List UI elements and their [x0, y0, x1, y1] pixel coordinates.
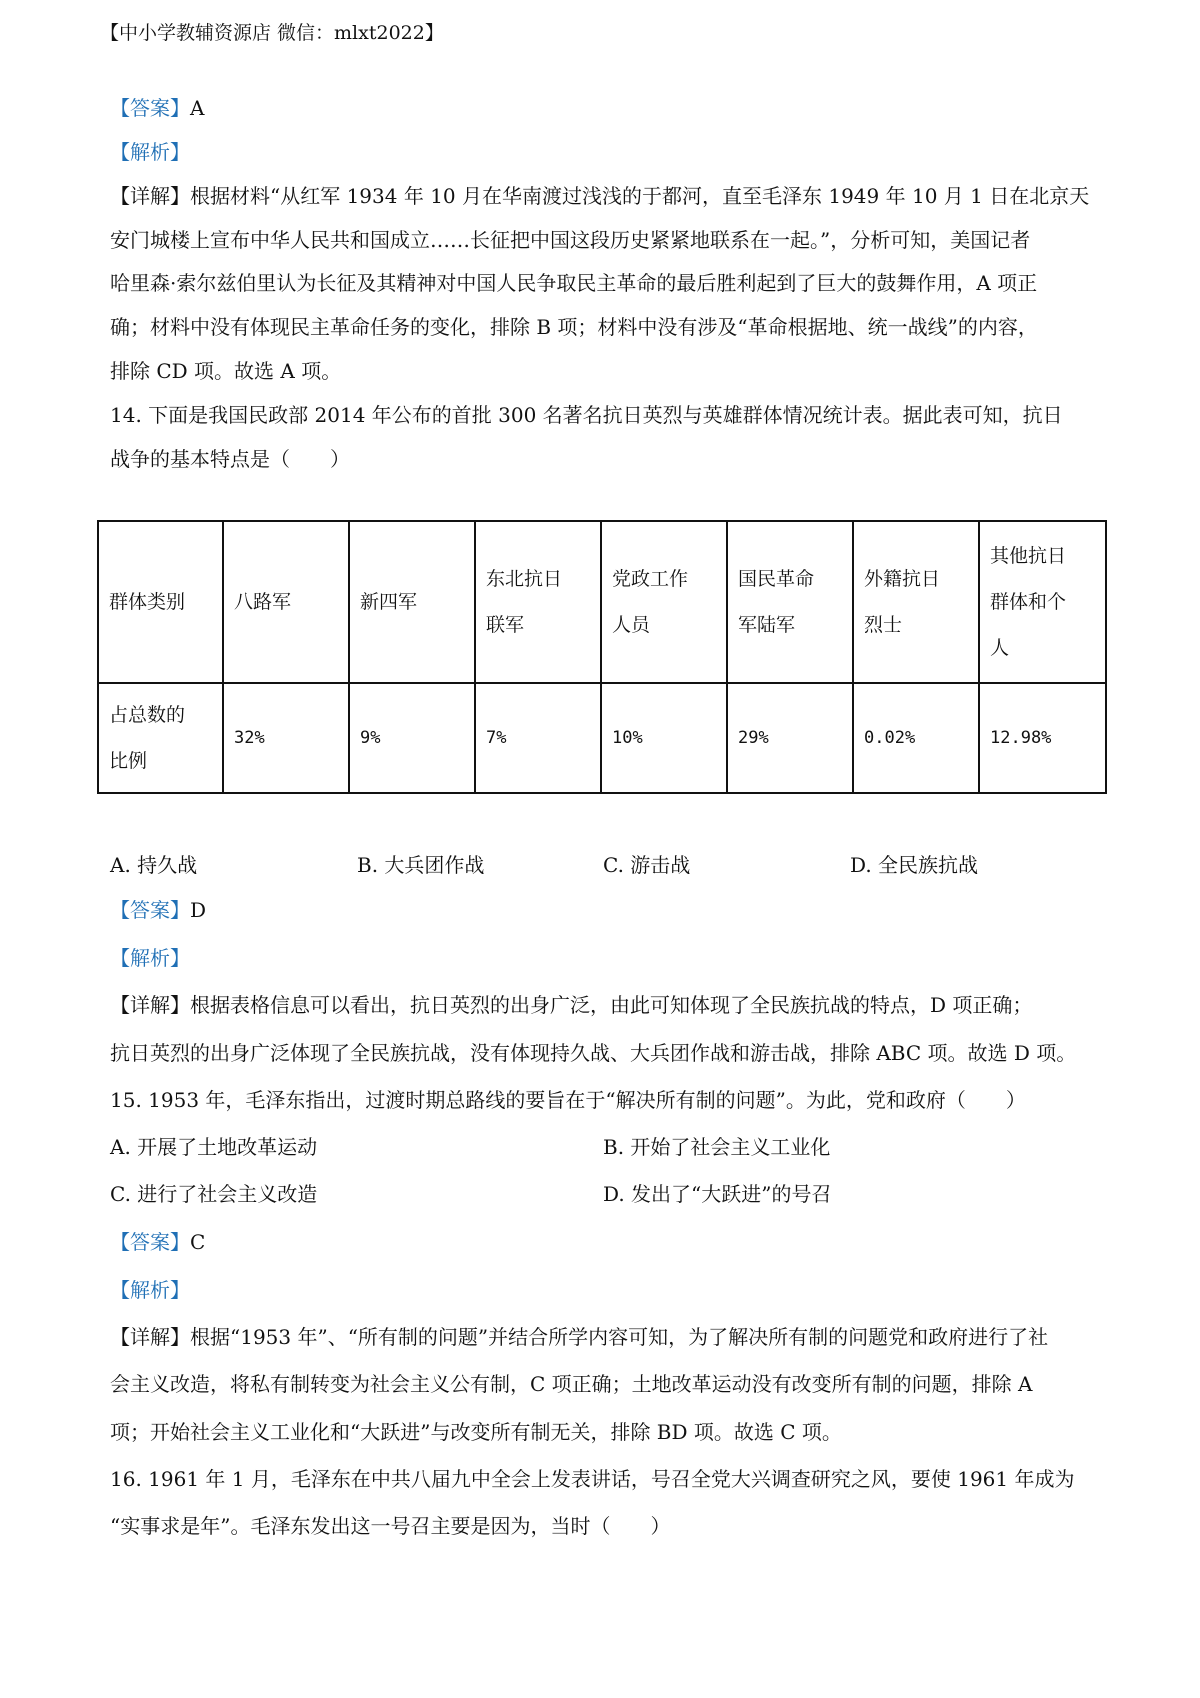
q14-stem-line-2: 战争的基本特点是（ ）: [110, 447, 350, 471]
table-cell: 东北抗日 联军: [475, 521, 601, 683]
q13-analysis: [110, 142, 190, 162]
q15-answer: [110, 1232, 205, 1252]
page-header-watermark: 【中小学教辅资源店 微信：mlxt2022】: [100, 22, 444, 44]
q15-option-b: B. 开始了社会主义工业化: [603, 1135, 831, 1159]
detail-text: 根据“1953 年”、“所有制的问题”并结合所学内容可知，为了解决所有制的问题党和政府进行了社: [190, 1325, 1049, 1349]
q13-detail-line-4: 确；材料中没有体现民主革命任务的变化，排除 B 项；材料中没有涉及“革命根据地、统一战线”的内容，: [110, 315, 1038, 339]
q14-analysis: [110, 948, 190, 968]
q13-answer: [110, 98, 204, 118]
q14-stem-line-1: 14. 下面是我国民政部 2014 年公布的首批 300 名著名抗日英烈与英雄群体情况统计表。据此表可知，抗日: [110, 403, 1063, 427]
detail-text: 根据表格信息可以看出，抗日英烈的出身广泛，由此可知体现了全民族抗战的特点，D 项正确；: [190, 993, 1033, 1017]
detail-tag: 【详解】: [110, 1325, 190, 1349]
answer-tag: 【答案】: [110, 898, 190, 922]
q15-option-a: A. 开展了土地改革运动: [110, 1135, 318, 1159]
q15-detail-line-2: 会主义改造，将私有制转变为社会主义公有制，C 项正确；土地改革运动没有改变所有制的问题，排除 A: [110, 1372, 1033, 1396]
analysis-tag: 【解析】: [110, 946, 190, 970]
table-cell: 国民革命 军陆军: [727, 521, 853, 683]
q13-detail-line-1: [110, 186, 1089, 206]
table-header-row: [98, 521, 1106, 683]
detail-text: 根据材料“从红军 1934 年 10 月在华南渡过浅浅的于都河，直至毛泽东 1949 年 10 月 1 日在北京天: [190, 184, 1090, 208]
answer-tag: 【答案】: [110, 96, 190, 120]
table-cell: 0.02%: [853, 683, 979, 793]
q14-detail-line-2: 抗日英烈的出身广泛体现了全民族抗战，没有体现持久战、大兵团作战和游击战，排除 ABC 项。故选 D 项。: [110, 1041, 1077, 1065]
table-cell: 新四军: [349, 521, 475, 683]
table-cell: 9%: [349, 683, 475, 793]
answer-value: C: [190, 1230, 206, 1254]
table-cell: 12.98%: [979, 683, 1106, 793]
answer-value: A: [190, 96, 205, 120]
analysis-tag: 【解析】: [110, 1278, 190, 1302]
table-cell: 八路军: [223, 521, 349, 683]
table-cell: 7%: [475, 683, 601, 793]
q15-detail-line-3: 项；开始社会主义工业化和“大跃进”与改变所有制无关，排除 BD 项。故选 C 项。: [110, 1420, 842, 1444]
q14-option-a: A. 持久战: [110, 853, 198, 877]
q14-option-b: B. 大兵团作战: [357, 853, 485, 877]
hero-statistics-table: [97, 520, 1107, 794]
table-cell: 其他抗日 群体和个 人: [979, 521, 1106, 683]
q13-detail-line-2: 安门城楼上宣布中华人民共和国成立……长征把中国这段历史紧紧地联系在一起。”，分析可知，美国记者: [110, 228, 1031, 252]
q15-stem: 15. 1953 年，毛泽东指出，过渡时期总路线的要旨在于“解决所有制的问题”。为此，党和政府（ ）: [110, 1088, 1026, 1112]
answer-value: D: [190, 898, 207, 922]
q15-option-c: C. 进行了社会主义改造: [110, 1182, 318, 1206]
q14-answer: [110, 900, 206, 920]
q13-detail-line-3: 哈里森·索尔兹伯里认为长征及其精神对中国人民争取民主革命的最后胜利起到了巨大的鼓舞作用，A 项正: [110, 271, 1038, 295]
table-cell: 外籍抗日 烈士: [853, 521, 979, 683]
table-row: [98, 683, 1106, 793]
q14-option-d: D. 全民族抗战: [850, 853, 979, 877]
table-cell: 32%: [223, 683, 349, 793]
answer-tag: 【答案】: [110, 1230, 190, 1254]
detail-tag: 【详解】: [110, 184, 190, 208]
table-cell: 10%: [601, 683, 727, 793]
q15-detail-line-1: [110, 1327, 1048, 1347]
q14-option-c: C. 游击战: [603, 853, 691, 877]
table-cell: 党政工作 人员: [601, 521, 727, 683]
q14-detail-line-1: [110, 995, 1032, 1015]
q13-detail-line-5: 排除 CD 项。故选 A 项。: [110, 359, 342, 383]
table-cell: 群体类别: [98, 521, 223, 683]
analysis-tag: 【解析】: [110, 140, 190, 164]
q16-stem-line-1: 16. 1961 年 1 月，毛泽东在中共八届九中全会上发表讲话，号召全党大兴调查研究之风，要使 1961 年成为: [110, 1467, 1075, 1491]
q15-option-d: D. 发出了“大跃进”的号召: [603, 1182, 832, 1206]
table-cell: 29%: [727, 683, 853, 793]
table-cell: 占总数的 比例: [98, 683, 223, 793]
q16-stem-line-2: “实事求是年”。毛泽东发出这一号召主要是因为，当时（ ）: [110, 1514, 671, 1538]
q15-analysis: [110, 1280, 190, 1300]
detail-tag: 【详解】: [110, 993, 190, 1017]
